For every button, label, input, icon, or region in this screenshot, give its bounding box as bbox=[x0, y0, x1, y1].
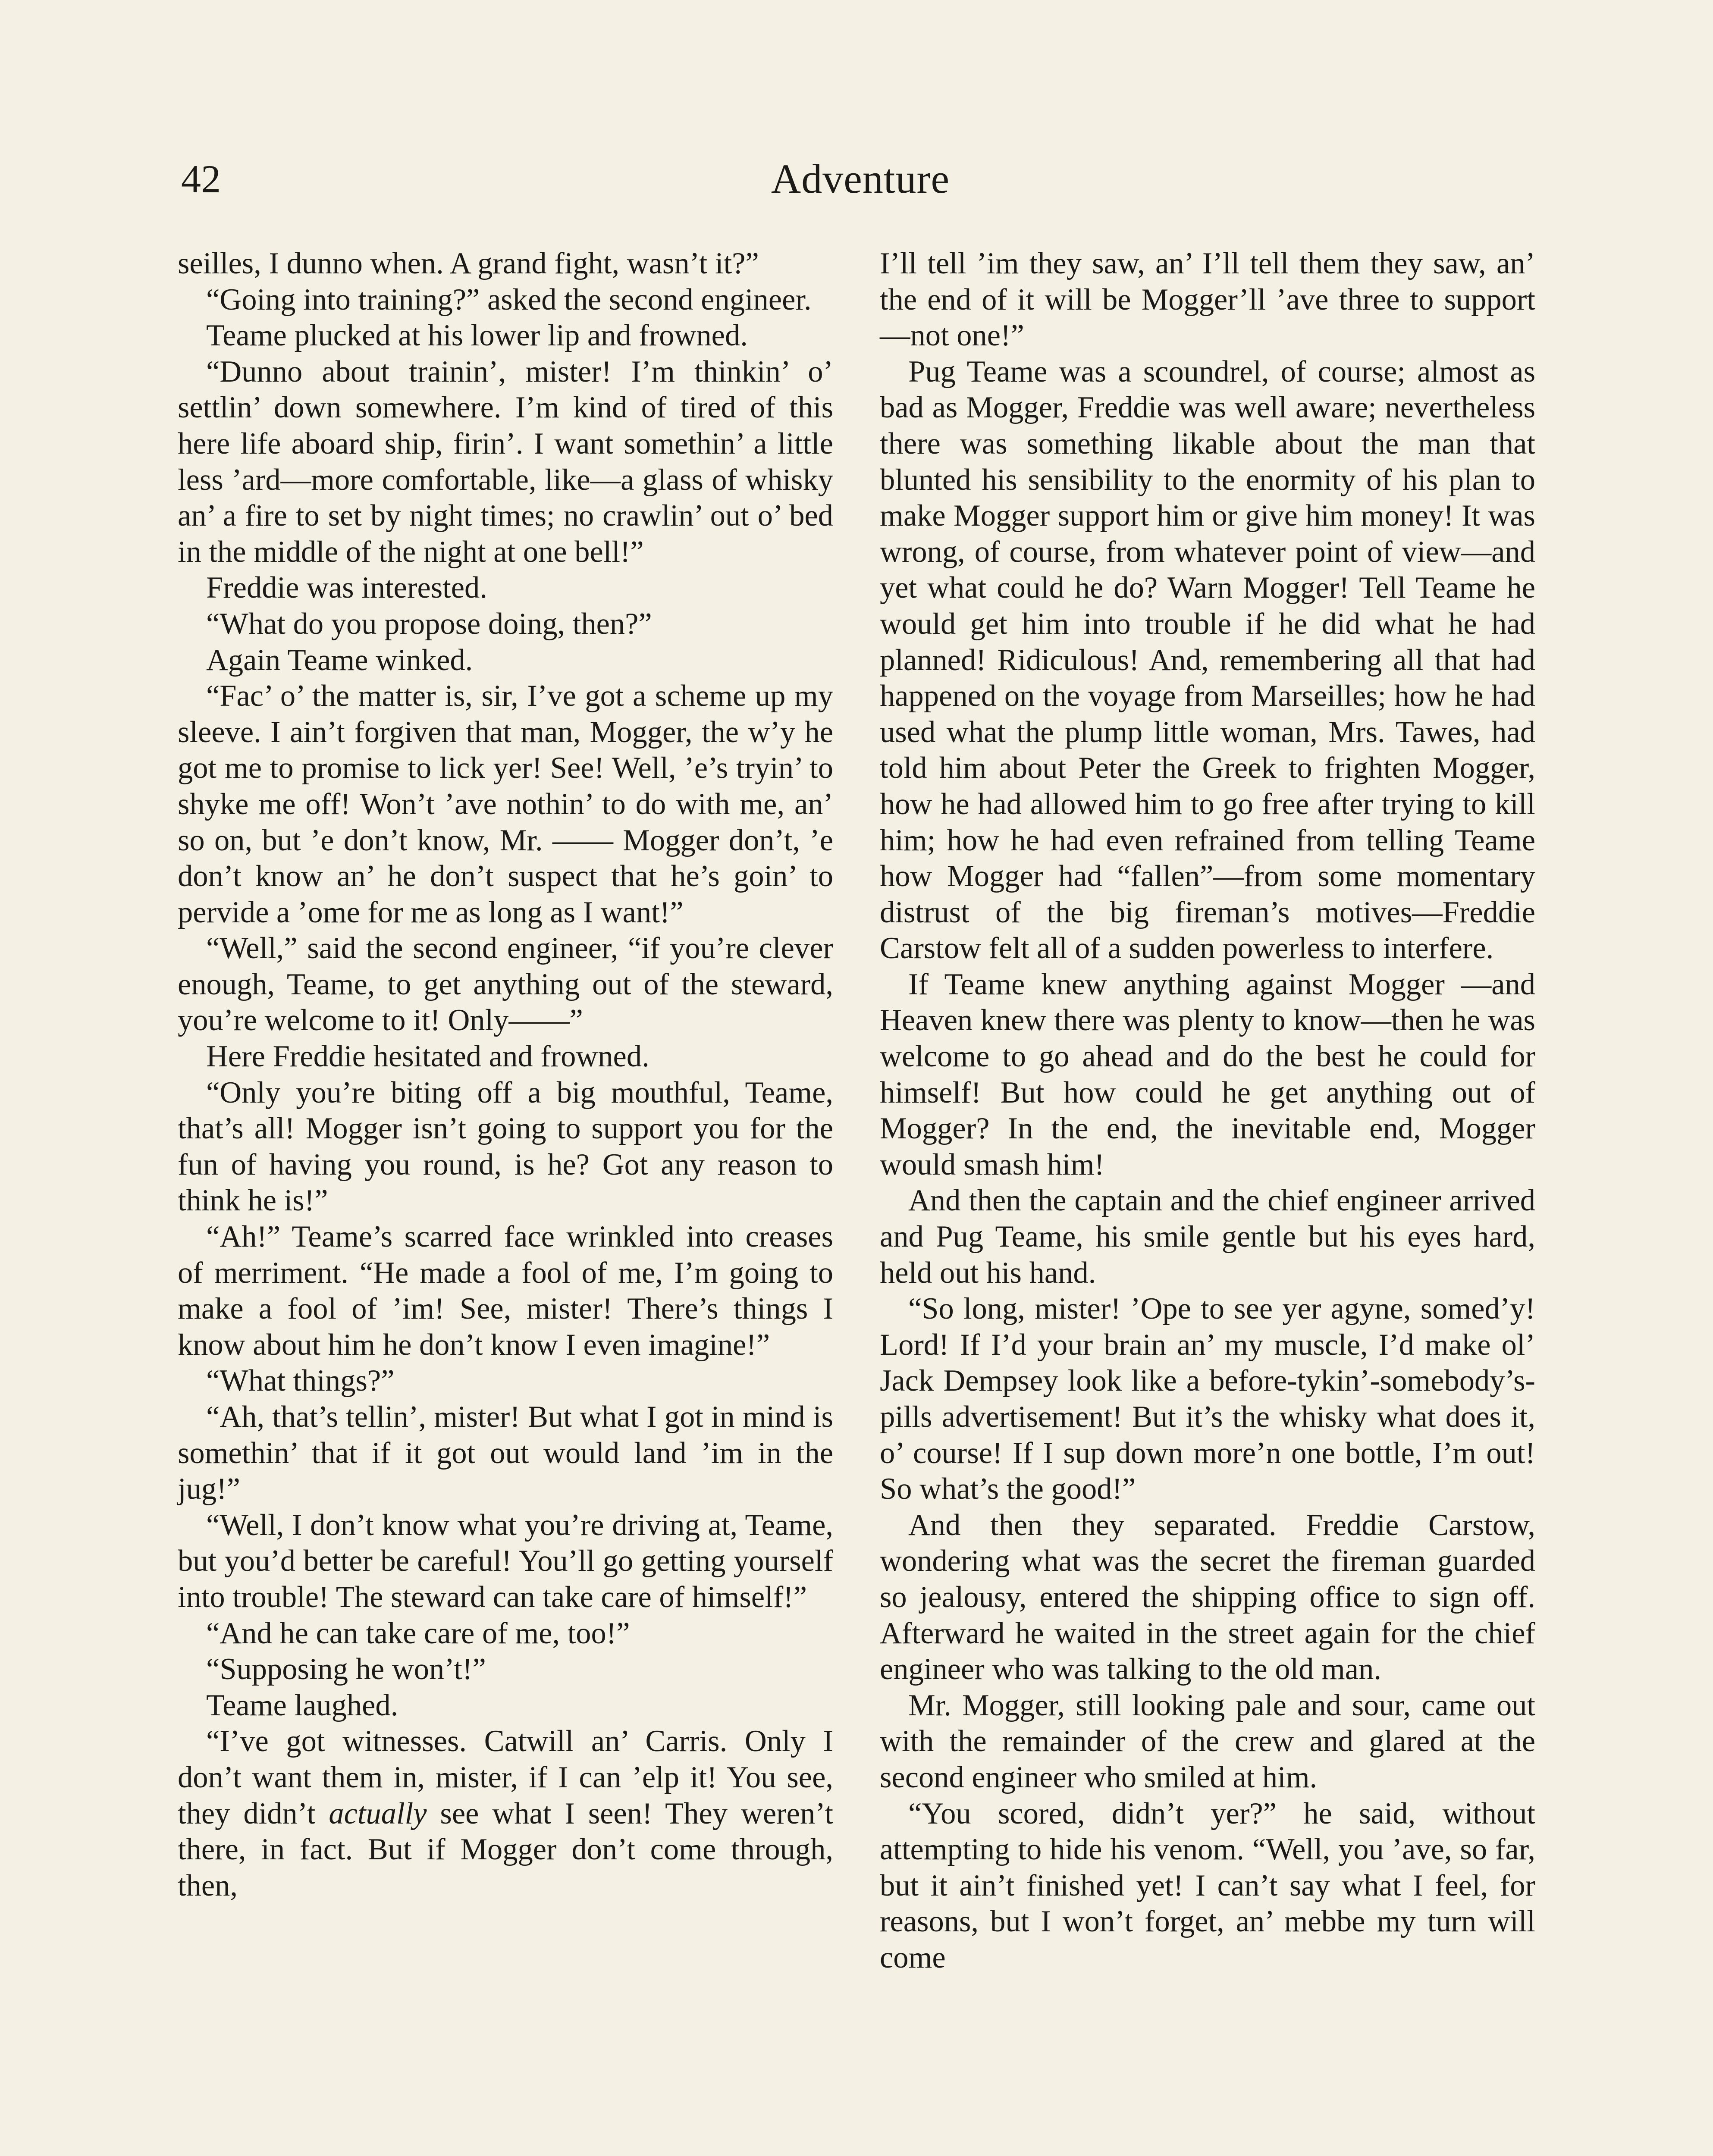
paragraph-text: “I’ve got witnesses. Catwill an’ Carris. Only I don’t want them in, mister, if I can ’elp it! You see, they didn’t bbox=[178, 1724, 833, 1830]
paragraph: “You scored, didn’t yer?” he said, without attempting to hide his venom. “Well, you ’ave, so far, but it ain’t finished yet! I can’t say what I feel, for reasons, but I won’t forget, an’ mebbe my turn will come bbox=[880, 1796, 1535, 1974]
paragraph: “Going into training?” asked the second engineer. bbox=[206, 282, 812, 317]
paragraph: “Ah, that’s tellin’, mister! But what I got in mind is somethin’ that if it got out would land ’im in the jug!” bbox=[178, 1400, 833, 1506]
paragraph: “Ah!” Teame’s scarred face wrinkled into creases of merriment. “He made a fool of me, I’m going to make a fool of ’im! See, mister! There’s things I know about him he don’t know I even imagine!” bbox=[178, 1220, 833, 1362]
running-head bbox=[181, 153, 1540, 209]
paragraph: Mr. Mogger, still looking pale and sour, came out with the remainder of the crew and glared at the second engineer who smiled at him. bbox=[880, 1688, 1535, 1794]
paragraph: “What things?” bbox=[206, 1364, 395, 1398]
paragraph: “Well,” said the second engineer, “if you’re clever enough, Teame, to get anything out of the steward, you’re welcome to it! Only——” bbox=[178, 931, 833, 1037]
paragraph: “Dunno about trainin’, mister! I’m thinkin’ o’ settlin’ down somewhere. I’m kind of tired of this here life aboard ship, firin’. I want somethin’ a little less ’ard—more comfortable, like—a glass of whisky an’ a fire to set by night times; no crawlin’ out o’ bed in the middle of the night at one bell!” bbox=[178, 354, 833, 569]
paragraph-with-italic bbox=[178, 1724, 833, 1904]
paragraph: “Well, I don’t know what you’re driving at, Teame, but you’d better be careful! You’ll go getting yourself into trouble! The steward can take care of himself!” bbox=[178, 1508, 833, 1614]
paragraph: Freddie was interested. bbox=[206, 571, 487, 605]
right-text-column bbox=[880, 246, 1535, 1976]
page-number: 42 bbox=[181, 157, 221, 201]
paragraph: seilles, I dunno when. A grand fight, wasn’t it?” bbox=[178, 247, 759, 280]
paragraph: “So long, mister! ’Ope to see yer agyne, somed’y! Lord! If I’d your brain an’ my muscle, I’d make ol’ Jack Dempsey look like a before-tykin’-somebody’s-pills advertisement! But it’s the whisky what does it, o’ course! If I sup down more’n one bottle, I’m out! So what’s the good!” bbox=[880, 1292, 1535, 1506]
paragraph: I’ll tell ’im they saw, an’ I’ll tell them they saw, an’ the end of it will be Mogger’ll ’ave three to support—not one!” bbox=[880, 247, 1535, 353]
paragraph: And then the captain and the chief engineer arrived and Pug Teame, his smile gentle but his eyes hard, held out his hand. bbox=[880, 1184, 1535, 1290]
paragraph: “And he can take care of me, too!” bbox=[206, 1616, 630, 1650]
paragraph: Pug Teame was a scoundrel, of course; almost as bad as Mogger, Freddie was well aware; nevertheless there was something likable about the man that blunted his sensibility to the enormity of his plan to make Mogger support him or give him money! It was wrong, of course, from whatever point of view—and yet what could he do? Warn Mogger! Tell Teame he would get him into trouble if he did what he had planned! Ridiculous! And, remembering all that had happened on the voyage from Marseilles; how he had used what the plump little woman, Mrs. Tawes, had told him about Peter the Greek to frighten Mogger, how he had allowed him to go free after trying to kill him; how he had even refrained from telling Teame how Mogger had “fallen”—from some momentary distrust of the big fireman’s motives—Freddie Carstow felt all of a sudden powerless to interfere. bbox=[880, 354, 1535, 965]
magazine-title: Adventure bbox=[771, 156, 950, 202]
paragraph: And then they separated. Freddie Carstow, wondering what was the secret the fireman guarded so jealousy, entered the shipping office to sign off. Afterward he waited in the street again for the chief engineer who was talking to the old man. bbox=[880, 1508, 1535, 1686]
paragraph: Teame plucked at his lower lip and frowned. bbox=[206, 319, 748, 353]
paragraph: “Only you’re biting off a big mouthful, Teame, that’s all! Mogger isn’t going to support you for the fun of having you round, is he? Got any reason to think he is!” bbox=[178, 1075, 833, 1218]
italic-word: actually bbox=[329, 1796, 427, 1830]
paragraph: Teame laughed. bbox=[206, 1688, 398, 1722]
paragraph: Here Freddie hesitated and frowned. bbox=[206, 1040, 649, 1074]
paragraph: “What do you propose doing, then?” bbox=[206, 607, 652, 641]
paragraph: “Fac’ o’ the matter is, sir, I’ve got a scheme up my sleeve. I ain’t forgiven that man, Mogger, the w’y he got me to promise to lick yer! See! Well, ’e’s tryin’ to shyke me off! Won’t ’ave nothin’ to do with me, an’ so on, but ’e don’t know, Mr. —— Mogger don’t, ’e don’t know an’ he don’t suspect that he’s goin’ to pervide a ’ome for me as long as I want!” bbox=[178, 679, 833, 929]
paragraph-text: see what I seen! They weren’t there, in fact. But if Mogger don’t come through, then, bbox=[178, 1796, 833, 1902]
paragraph: If Teame knew anything against Mogger —and Heaven knew there was plenty to know—then he was welcome to go ahead and do the best he could for himself! But how could he get anything out of Mogger? In the end, the inevitable end, Mogger would smash him! bbox=[880, 967, 1535, 1181]
left-text-column bbox=[178, 246, 833, 1904]
paragraph: Again Teame winked. bbox=[206, 643, 473, 677]
paragraph: “Supposing he won’t!” bbox=[206, 1652, 486, 1686]
